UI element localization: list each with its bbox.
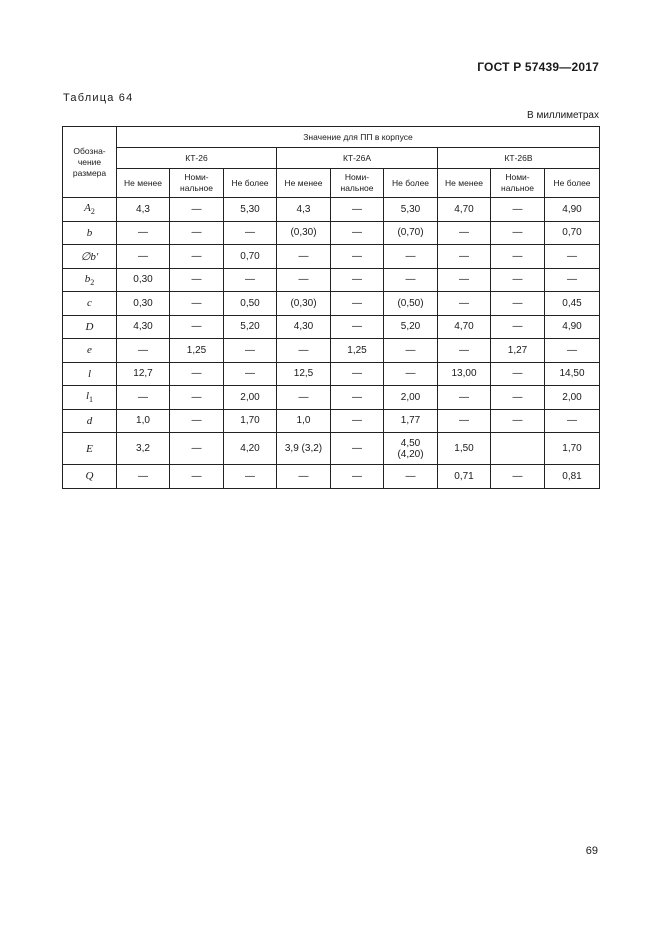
table-cell: — bbox=[384, 465, 438, 489]
table-cell: — bbox=[331, 292, 384, 316]
table-cell: — bbox=[384, 362, 438, 386]
table-cell: — bbox=[384, 268, 438, 292]
dimension-symbol: c bbox=[63, 292, 117, 316]
table-cell: — bbox=[491, 221, 545, 245]
nom-header: Номи- нальное bbox=[170, 169, 224, 198]
table-cell: — bbox=[545, 268, 600, 292]
nom-header: Номи- нальное bbox=[491, 169, 545, 198]
table-cell: — bbox=[438, 409, 491, 433]
table-cell: 12,5 bbox=[277, 362, 331, 386]
table-cell: 1,0 bbox=[277, 409, 331, 433]
table-cell: 1,70 bbox=[545, 433, 600, 465]
max-header: Не более bbox=[545, 169, 600, 198]
table-cell: — bbox=[170, 362, 224, 386]
table-cell: — bbox=[277, 465, 331, 489]
table-cell: — bbox=[491, 245, 545, 269]
table-cell: — bbox=[384, 245, 438, 269]
table-cell: — bbox=[491, 465, 545, 489]
document-code: ГОСТ Р 57439—2017 bbox=[477, 60, 599, 74]
table-row bbox=[63, 315, 600, 339]
table-cell: (0,50) bbox=[384, 292, 438, 316]
table-cell: 4,3 bbox=[117, 198, 170, 222]
dimensions-table bbox=[62, 126, 600, 489]
table-cell: 0,45 bbox=[545, 292, 600, 316]
page-number: 69 bbox=[585, 845, 598, 857]
table-cell: — bbox=[224, 339, 277, 363]
table-cell: 4,30 bbox=[277, 315, 331, 339]
table-cell: — bbox=[170, 198, 224, 222]
table-cell: — bbox=[117, 339, 170, 363]
dimension-symbol: D bbox=[63, 315, 117, 339]
designation-header: Обозна- чение размера bbox=[63, 127, 117, 198]
dimension-symbol: e bbox=[63, 339, 117, 363]
table-cell: — bbox=[331, 315, 384, 339]
table-cell: — bbox=[438, 221, 491, 245]
table-cell: 5,30 bbox=[384, 198, 438, 222]
table-cell: — bbox=[438, 245, 491, 269]
dimension-symbol: $A_2$ bbox=[63, 198, 117, 222]
table-cell: 1,77 bbox=[384, 409, 438, 433]
table-cell: — bbox=[170, 292, 224, 316]
table-row bbox=[63, 198, 600, 222]
table-body bbox=[63, 198, 600, 489]
table-row bbox=[63, 245, 600, 269]
table-cell: — bbox=[491, 292, 545, 316]
table-cell: — bbox=[331, 245, 384, 269]
table-cell: (0,30) bbox=[277, 221, 331, 245]
table-cell: 3,2 bbox=[117, 433, 170, 465]
table-cell: — bbox=[491, 198, 545, 222]
table-cell: — bbox=[331, 433, 384, 465]
table-cell: — bbox=[117, 465, 170, 489]
table-cell: (0,30) bbox=[277, 292, 331, 316]
table-cell: 5,30 bbox=[224, 198, 277, 222]
table-cell: — bbox=[438, 386, 491, 410]
table-cell: 4,50 (4,20) bbox=[384, 433, 438, 465]
table-cell: 4,70 bbox=[438, 315, 491, 339]
table-cell: 2,00 bbox=[384, 386, 438, 410]
table-cell: — bbox=[491, 386, 545, 410]
table-cell: 2,00 bbox=[545, 386, 600, 410]
nom-header: Номи- нальное bbox=[331, 169, 384, 198]
table-cell: — bbox=[331, 221, 384, 245]
table-cell: — bbox=[545, 245, 600, 269]
table-cell: — bbox=[277, 268, 331, 292]
min-header: Не менее bbox=[117, 169, 170, 198]
table-cell: — bbox=[331, 386, 384, 410]
table-cell: — bbox=[170, 245, 224, 269]
table-cell: 13,00 bbox=[438, 362, 491, 386]
table-cell: — bbox=[384, 339, 438, 363]
table-cell: — bbox=[170, 315, 224, 339]
table-row bbox=[63, 386, 600, 410]
table-cell: — bbox=[331, 409, 384, 433]
table-cell: — bbox=[224, 221, 277, 245]
dimension-symbol: Q bbox=[63, 465, 117, 489]
table-cell: 2,00 bbox=[224, 386, 277, 410]
table-cell: — bbox=[224, 268, 277, 292]
table-cell: — bbox=[491, 268, 545, 292]
dimension-symbol: $l_1$ bbox=[63, 386, 117, 410]
table-cell: 12,7 bbox=[117, 362, 170, 386]
table-cell: 0,70 bbox=[545, 221, 600, 245]
table-cell: — bbox=[170, 268, 224, 292]
table-cell: — bbox=[170, 386, 224, 410]
units-note: В миллиметрах bbox=[527, 110, 599, 121]
package-header-kt26: КТ-26 bbox=[117, 148, 277, 169]
table-cell: 1,70 bbox=[224, 409, 277, 433]
table-cell: — bbox=[170, 433, 224, 465]
table-cell: 4,90 bbox=[545, 198, 600, 222]
table-cell: — bbox=[438, 339, 491, 363]
dimension-symbol: l bbox=[63, 362, 117, 386]
table-cell: — bbox=[117, 245, 170, 269]
table-cell: 1,0 bbox=[117, 409, 170, 433]
table-cell: — bbox=[545, 339, 600, 363]
table-cell: 0,50 bbox=[224, 292, 277, 316]
table-cell: 0,81 bbox=[545, 465, 600, 489]
table-cell: 4,30 bbox=[117, 315, 170, 339]
table-cell: — bbox=[117, 386, 170, 410]
dimension-symbol: b bbox=[63, 221, 117, 245]
table-cell: 1,50 bbox=[438, 433, 491, 465]
table-cell: 4,90 bbox=[545, 315, 600, 339]
min-header: Не менее bbox=[438, 169, 491, 198]
table-row bbox=[63, 433, 600, 465]
table-cell: — bbox=[277, 245, 331, 269]
table-cell: — bbox=[331, 268, 384, 292]
table-cell: — bbox=[545, 409, 600, 433]
table-cell: 0,71 bbox=[438, 465, 491, 489]
table-cell: 4,3 bbox=[277, 198, 331, 222]
table-caption: Таблица 64 bbox=[63, 92, 134, 104]
table-row bbox=[63, 465, 600, 489]
table-cell: — bbox=[331, 362, 384, 386]
table-cell: 1,25 bbox=[170, 339, 224, 363]
dimension-symbol: $b_2$ bbox=[63, 268, 117, 292]
table-cell: — bbox=[277, 339, 331, 363]
table-cell: — bbox=[331, 198, 384, 222]
table-cell: 1,25 bbox=[331, 339, 384, 363]
table-cell: — bbox=[331, 465, 384, 489]
table-cell: 4,20 bbox=[224, 433, 277, 465]
table-cell: — bbox=[170, 465, 224, 489]
table-cell: — bbox=[438, 268, 491, 292]
max-header: Не более bbox=[224, 169, 277, 198]
table-cell: 5,20 bbox=[384, 315, 438, 339]
value-group-header: Значение для ПП в корпусе bbox=[117, 127, 600, 148]
table-cell: — bbox=[491, 362, 545, 386]
table-cell: (0,70) bbox=[384, 221, 438, 245]
table-cell: — bbox=[491, 315, 545, 339]
dimension-symbol: E bbox=[63, 433, 117, 465]
table-cell: — bbox=[170, 221, 224, 245]
table-row bbox=[63, 292, 600, 316]
table-row bbox=[63, 362, 600, 386]
table-cell: 4,70 bbox=[438, 198, 491, 222]
dimension-symbol: d bbox=[63, 409, 117, 433]
table-row bbox=[63, 409, 600, 433]
table-cell: 0,70 bbox=[224, 245, 277, 269]
table-row bbox=[63, 221, 600, 245]
table-cell: — bbox=[224, 465, 277, 489]
dimension-symbol: ∅b' bbox=[63, 245, 117, 269]
package-header-kt26v: КТ-26В bbox=[438, 148, 600, 169]
min-header: Не менее bbox=[277, 169, 331, 198]
table-row bbox=[63, 339, 600, 363]
table-cell: 3,9 (3,2) bbox=[277, 433, 331, 465]
table-cell: 0,30 bbox=[117, 268, 170, 292]
table-row bbox=[63, 268, 600, 292]
table-cell: 5,20 bbox=[224, 315, 277, 339]
max-header: Не более bbox=[384, 169, 438, 198]
table-cell: 0,30 bbox=[117, 292, 170, 316]
table-cell: — bbox=[170, 409, 224, 433]
package-header-kt26a: КТ-26А bbox=[277, 148, 438, 169]
table-cell: — bbox=[117, 221, 170, 245]
table-cell bbox=[491, 433, 545, 465]
table-cell: — bbox=[224, 362, 277, 386]
table-cell: — bbox=[438, 292, 491, 316]
table-cell: 1,27 bbox=[491, 339, 545, 363]
table-cell: — bbox=[491, 409, 545, 433]
table-cell: 14,50 bbox=[545, 362, 600, 386]
table-cell: — bbox=[277, 386, 331, 410]
